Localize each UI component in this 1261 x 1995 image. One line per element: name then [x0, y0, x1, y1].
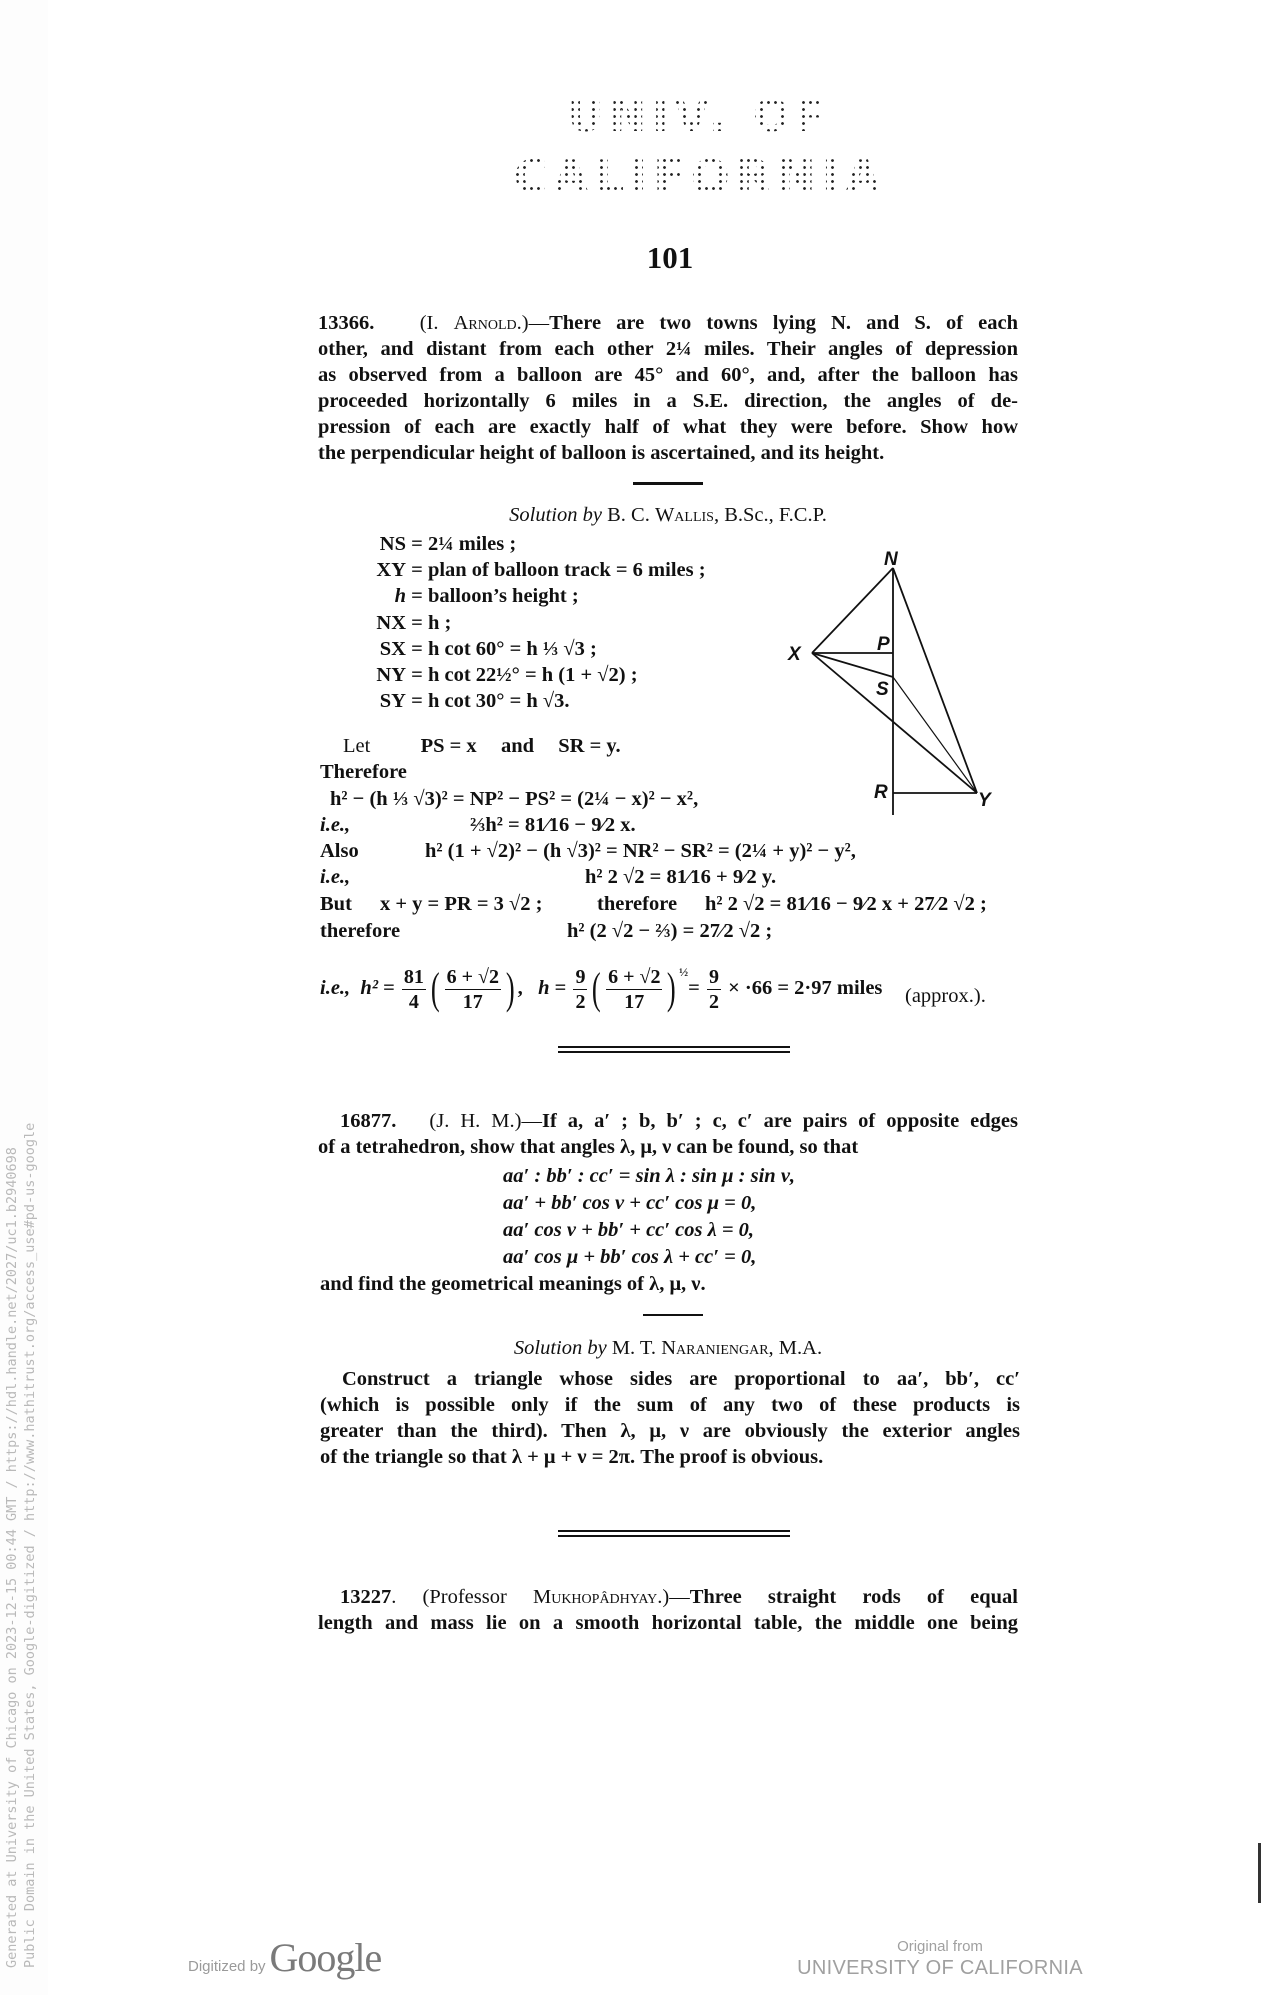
- definition-rhs: h cot 30° = h √3.: [427, 690, 570, 712]
- fraction: $\frac{6 + √2}{17}$: [608, 965, 661, 1013]
- definition-lhs: NS: [379, 533, 406, 555]
- approx-note: (approx.).: [905, 985, 986, 1007]
- equals-sign: =: [406, 585, 428, 607]
- therefore-label-2: therefore: [320, 920, 401, 942]
- digitized-by-google: Digitized by Google: [188, 1935, 382, 1980]
- diagram-label-r: R: [874, 782, 888, 803]
- fraction: $\frac{81}{4}$: [403, 965, 424, 1013]
- equals-sign: =: [406, 690, 428, 712]
- equals-sign: =: [406, 559, 428, 581]
- definition-rhs: 2¼ miles ;: [427, 533, 517, 555]
- equation-3b: h² 2 √2 = 81⁄16 − 9⁄2 x + 27⁄2 √2 ;: [705, 893, 987, 915]
- equals-sign: =: [406, 612, 428, 634]
- diagram-label-y: Y: [978, 790, 991, 811]
- definition-rhs: h cot 60° = h ⅓ √3 ;: [427, 638, 597, 660]
- equation-2-simplified: h² 2 √2 = 81⁄16 + 9⁄2 y.: [585, 866, 777, 888]
- diagram-line-sy: [893, 677, 977, 793]
- let-line: Let PS = x and SR = y.: [343, 735, 621, 757]
- diagram-label-p: P: [877, 634, 890, 655]
- equation-2: h² (1 + √2)² − (h √3)² = NR² − SR² = (2¼ + y)² − y²,: [425, 840, 856, 862]
- problem-16877-solution: Construct a triangle whose sides are proportional to aa′, bb′, cc′ (which is possible only if the sum of any two of these products is greater than the third). Then λ, μ, ν are obviously the exterior angles of the triangle so that λ + μ + ν = 2π. The proof is obvious.: [320, 1368, 1020, 1468]
- proposer-name: Arnold: [453, 312, 517, 334]
- equation-row: aa′ + bb′ cos ν + cc′ cos μ = 0,: [503, 1192, 757, 1214]
- equals-sign: =: [406, 638, 428, 660]
- definition-rhs: plan of balloon track = 6 miles ;: [427, 559, 706, 581]
- problem-16877-statement: 16877. (J. H. M.)—If a, a′ ; b, b′ ; c, c′ are pairs of opposite edges of a tetrahedron, show that angles λ, μ, ν can be found, so that: [318, 1110, 1019, 1158]
- equals-sign: =: [406, 533, 428, 555]
- definition-lhs: NX: [376, 612, 406, 634]
- fraction: $\frac{9}{2}$: [708, 965, 719, 1013]
- definition-lhs: SX: [379, 638, 406, 660]
- therefore-label: Therefore: [320, 761, 407, 783]
- problem-number: 13366.: [318, 312, 375, 334]
- proposer-name: Mukhopâdhyay: [532, 1586, 658, 1608]
- problem-13227-statement: 13227. (Professor Mukhopâdhyay.)—Three straight rods of equal length and mass lie on a smooth horizontal table, the middle one being: [318, 1586, 1019, 1634]
- library-stamp-line-2: CALIFORNIA: [500, 150, 900, 204]
- definition-lhs: NY: [376, 664, 406, 686]
- double-rule-top: [558, 1530, 790, 1532]
- google-logo: Google: [269, 1935, 382, 1980]
- equation-row: aa′ : bb′ : cc′ = sin λ : sin μ : sin ν,: [503, 1165, 796, 1187]
- institution-name: UNIVERSITY OF CALIFORNIA: [797, 1957, 1083, 1979]
- equation-row: aa′ cos ν + bb′ + cc′ cos λ = 0,: [503, 1219, 755, 1241]
- equation-1-simplified: ⅔h² = 81⁄16 − 9⁄2 x.: [470, 814, 636, 836]
- definition-lhs: h: [394, 585, 406, 607]
- provenance-line-2: Public Domain in the United States, Google-digitized / http://www.hathitrust.org/access_use#pd-us-google: [22, 1122, 38, 1968]
- ie-label-2: i.e.,: [320, 866, 351, 888]
- double-rule-bottom: [558, 1051, 790, 1053]
- equation-1: h² − (h ⅓ √3)² = NP² − PS² = (2¼ − x)² − x²,: [330, 788, 699, 810]
- final-result: i.e., h² = $\frac{81}{4}$ ( $\frac{6 + √2}{17}$ ) , h = $\frac{9}{2}$ ( $\frac{6 + √2}{17}$ ) $^{\frac{1}{2}}$= $\frac{9}{2}$ × ·66 = 2·97 miles: [320, 964, 883, 1014]
- ie-label-1: i.e.,: [320, 814, 351, 836]
- library-stamp-line-1: UNIV. OF: [520, 92, 880, 142]
- diagram-line-xy: [812, 653, 977, 793]
- section-divider: [643, 1314, 703, 1316]
- original-from: Original from UNIVERSITY OF CALIFORNIA: [790, 1938, 1090, 1980]
- but-label: But: [320, 893, 352, 915]
- problem-13366-statement: 13366. (I. Arnold.)—There are two towns lying N. and S. of each other, and distant from each other 2¼ miles. Their angles of depression as observed from a balloon are 45° and 60°, and, after the balloon has proceeded horizontally 6 miles in a S.E. direction, the angles of de- pression of each are exactly half of what they were before. Show how the perpendicular height of balloon is ascertained, and its height.: [318, 312, 1018, 464]
- definition-rhs: h cot 22½° = h (1 + √2) ;: [427, 664, 638, 686]
- also-label: Also: [320, 840, 359, 862]
- fraction: $\frac{9}{2}$: [575, 965, 586, 1013]
- double-rule-top: [558, 1046, 790, 1048]
- problem-16877-closing: and find the geometrical meanings of λ, μ, ν.: [320, 1273, 706, 1295]
- double-rule-bottom: [558, 1535, 790, 1537]
- therefore-inline: therefore: [597, 893, 678, 915]
- equation-3a: x + y = PR = 3 √2 ;: [380, 893, 543, 915]
- equation-4: h² (2 √2 − ⅔) = 27⁄2 √2 ;: [567, 920, 773, 942]
- fraction: $\frac{6 + √2}{17}$: [446, 965, 499, 1013]
- problem-number: 16877.: [340, 1110, 397, 1132]
- provenance-line-1: Generated at University of Chicago on 2023-12-15 00:44 GMT / https://hdl.handle.net/2027/uc1.b2940698: [4, 1147, 20, 1968]
- diagram-line-xs: [812, 653, 893, 677]
- diagram-line-ny: [893, 568, 977, 793]
- page-number: 101: [646, 240, 694, 275]
- definition-lhs: XY: [376, 559, 406, 581]
- solution-heading: Solution by M. T. Naraniengar, M.A.: [513, 1337, 823, 1359]
- equation-row: aa′ cos μ + bb′ cos λ + cc′ = 0,: [503, 1246, 757, 1268]
- solver-name: Wallis: [654, 504, 714, 526]
- diagram-label-x: X: [788, 644, 801, 665]
- definition-rhs: balloon’s height ;: [427, 585, 579, 607]
- diagram-label-n: N: [884, 549, 898, 570]
- definition-lhs: SY: [379, 690, 406, 712]
- diagram-label-s: S: [876, 679, 889, 700]
- definition-rhs: h ;: [427, 612, 452, 634]
- solution-heading: Solution by B. C. Wallis, B.Sc., F.C.P.: [509, 504, 827, 526]
- solver-name: Naraniengar: [661, 1337, 769, 1359]
- problem-number: 13227: [340, 1586, 392, 1608]
- equals-sign: =: [406, 664, 428, 686]
